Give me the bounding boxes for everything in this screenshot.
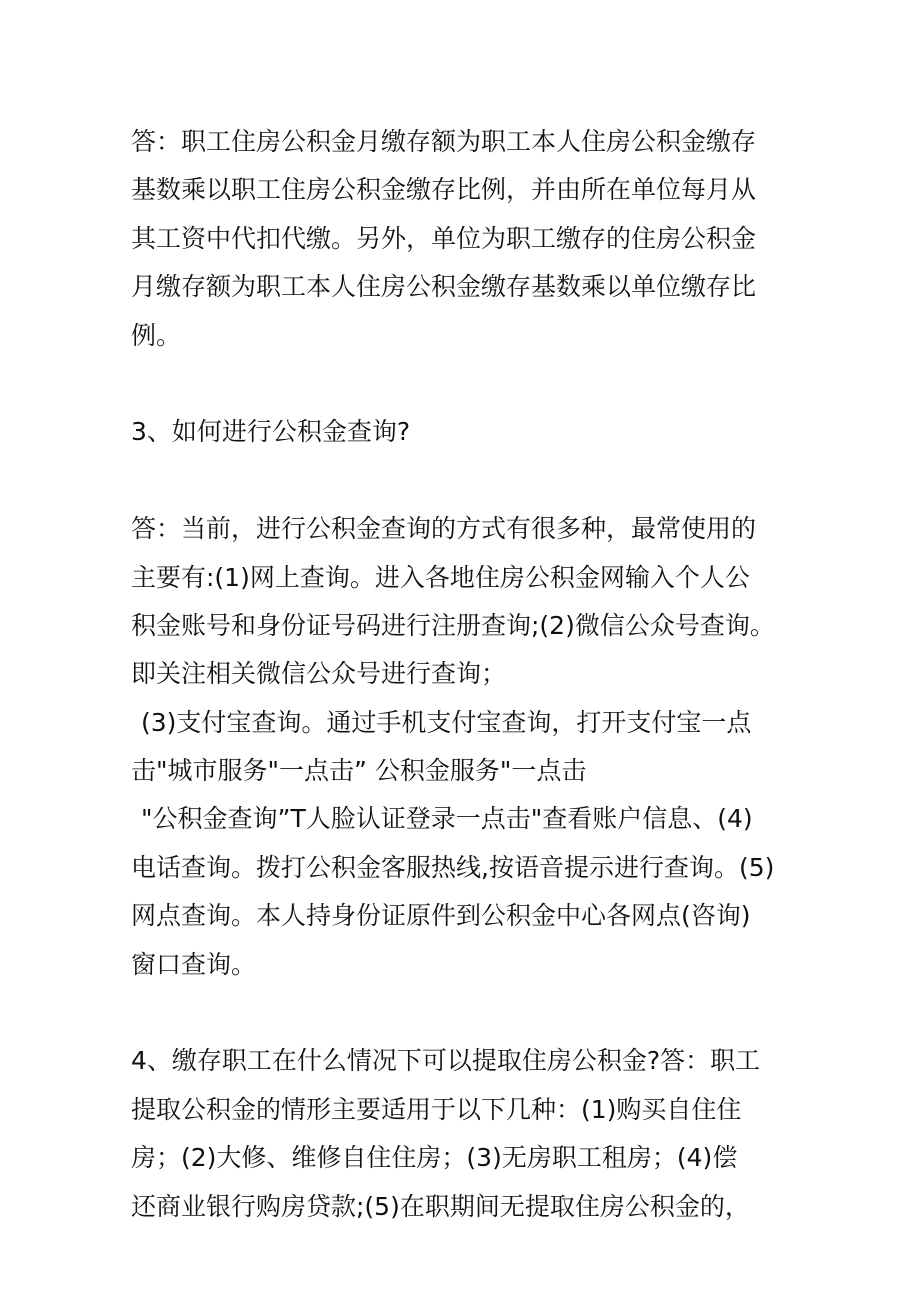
answer-3-paragraph bbox=[131, 505, 821, 989]
paragraph-gap bbox=[131, 989, 821, 1037]
text-line: 4、缴存职工在什么情况下可以提取住房公积金?答：职工 bbox=[131, 1046, 761, 1076]
text-line: 其工资中代扣代缴。另外，单位为职工缴存的住房公积金 bbox=[131, 223, 757, 253]
text-line: "公积金查询”T人脸认证登录一点击"查看账户信息、(4) bbox=[141, 804, 753, 834]
answer-2-paragraph bbox=[131, 118, 821, 360]
text-line: 即关注相关微信公众号进行查询； bbox=[131, 659, 507, 689]
text-line: 3、如何进行公积金查询? bbox=[131, 417, 411, 447]
text-line: 基数乘以职工住房公积金缴存比例，并由所在单位每月从 bbox=[131, 175, 757, 205]
text-line: 提取公积金的情形主要适用于以下几种：(1)购买自住住 bbox=[131, 1094, 742, 1124]
text-line: 月缴存额为职工本人住房公积金缴存基数乘以单位缴存比 bbox=[131, 272, 757, 302]
text-line: 还商业银行购房贷款;(5)在职期间无提取住房公积金的， bbox=[131, 1191, 750, 1221]
text-line: 房；(2)大修、维修自住住房；(3)无房职工租房；(4)偿 bbox=[131, 1143, 738, 1173]
text-line: 主要有:(1)网上查询。进入各地住房公积金网输入个人公 bbox=[131, 562, 750, 592]
paragraph-gap bbox=[131, 457, 821, 505]
paragraph-gap bbox=[131, 360, 821, 408]
text-line: 窗口查询。 bbox=[131, 949, 257, 979]
text-line: (3)支付宝查询。通过手机支付宝查询，打开支付宝一点 bbox=[141, 707, 752, 737]
text-line: 积金账号和身份证号码进行注册查询;(2)微信公众号查询。 bbox=[131, 610, 775, 640]
question-4-paragraph bbox=[131, 1037, 821, 1231]
document-page bbox=[131, 118, 821, 1231]
text-line: 击"城市服务"一点击” 公积金服务"一点击 bbox=[131, 756, 587, 786]
text-line: 网点查询。本人持身份证原件到公积金中心各网点(咨询) bbox=[131, 901, 751, 931]
question-3-heading bbox=[131, 408, 821, 456]
text-line: 答：当前，进行公积金查询的方式有很多种，最常使用的 bbox=[131, 514, 757, 544]
text-line: 答：职工住房公积金月缴存额为职工本人住房公积金缴存 bbox=[131, 127, 757, 156]
text-line: 例。 bbox=[131, 320, 182, 350]
text-line: 电话查询。拨打公积金客服热线,按语音提示进行查询。(5) bbox=[131, 852, 775, 882]
